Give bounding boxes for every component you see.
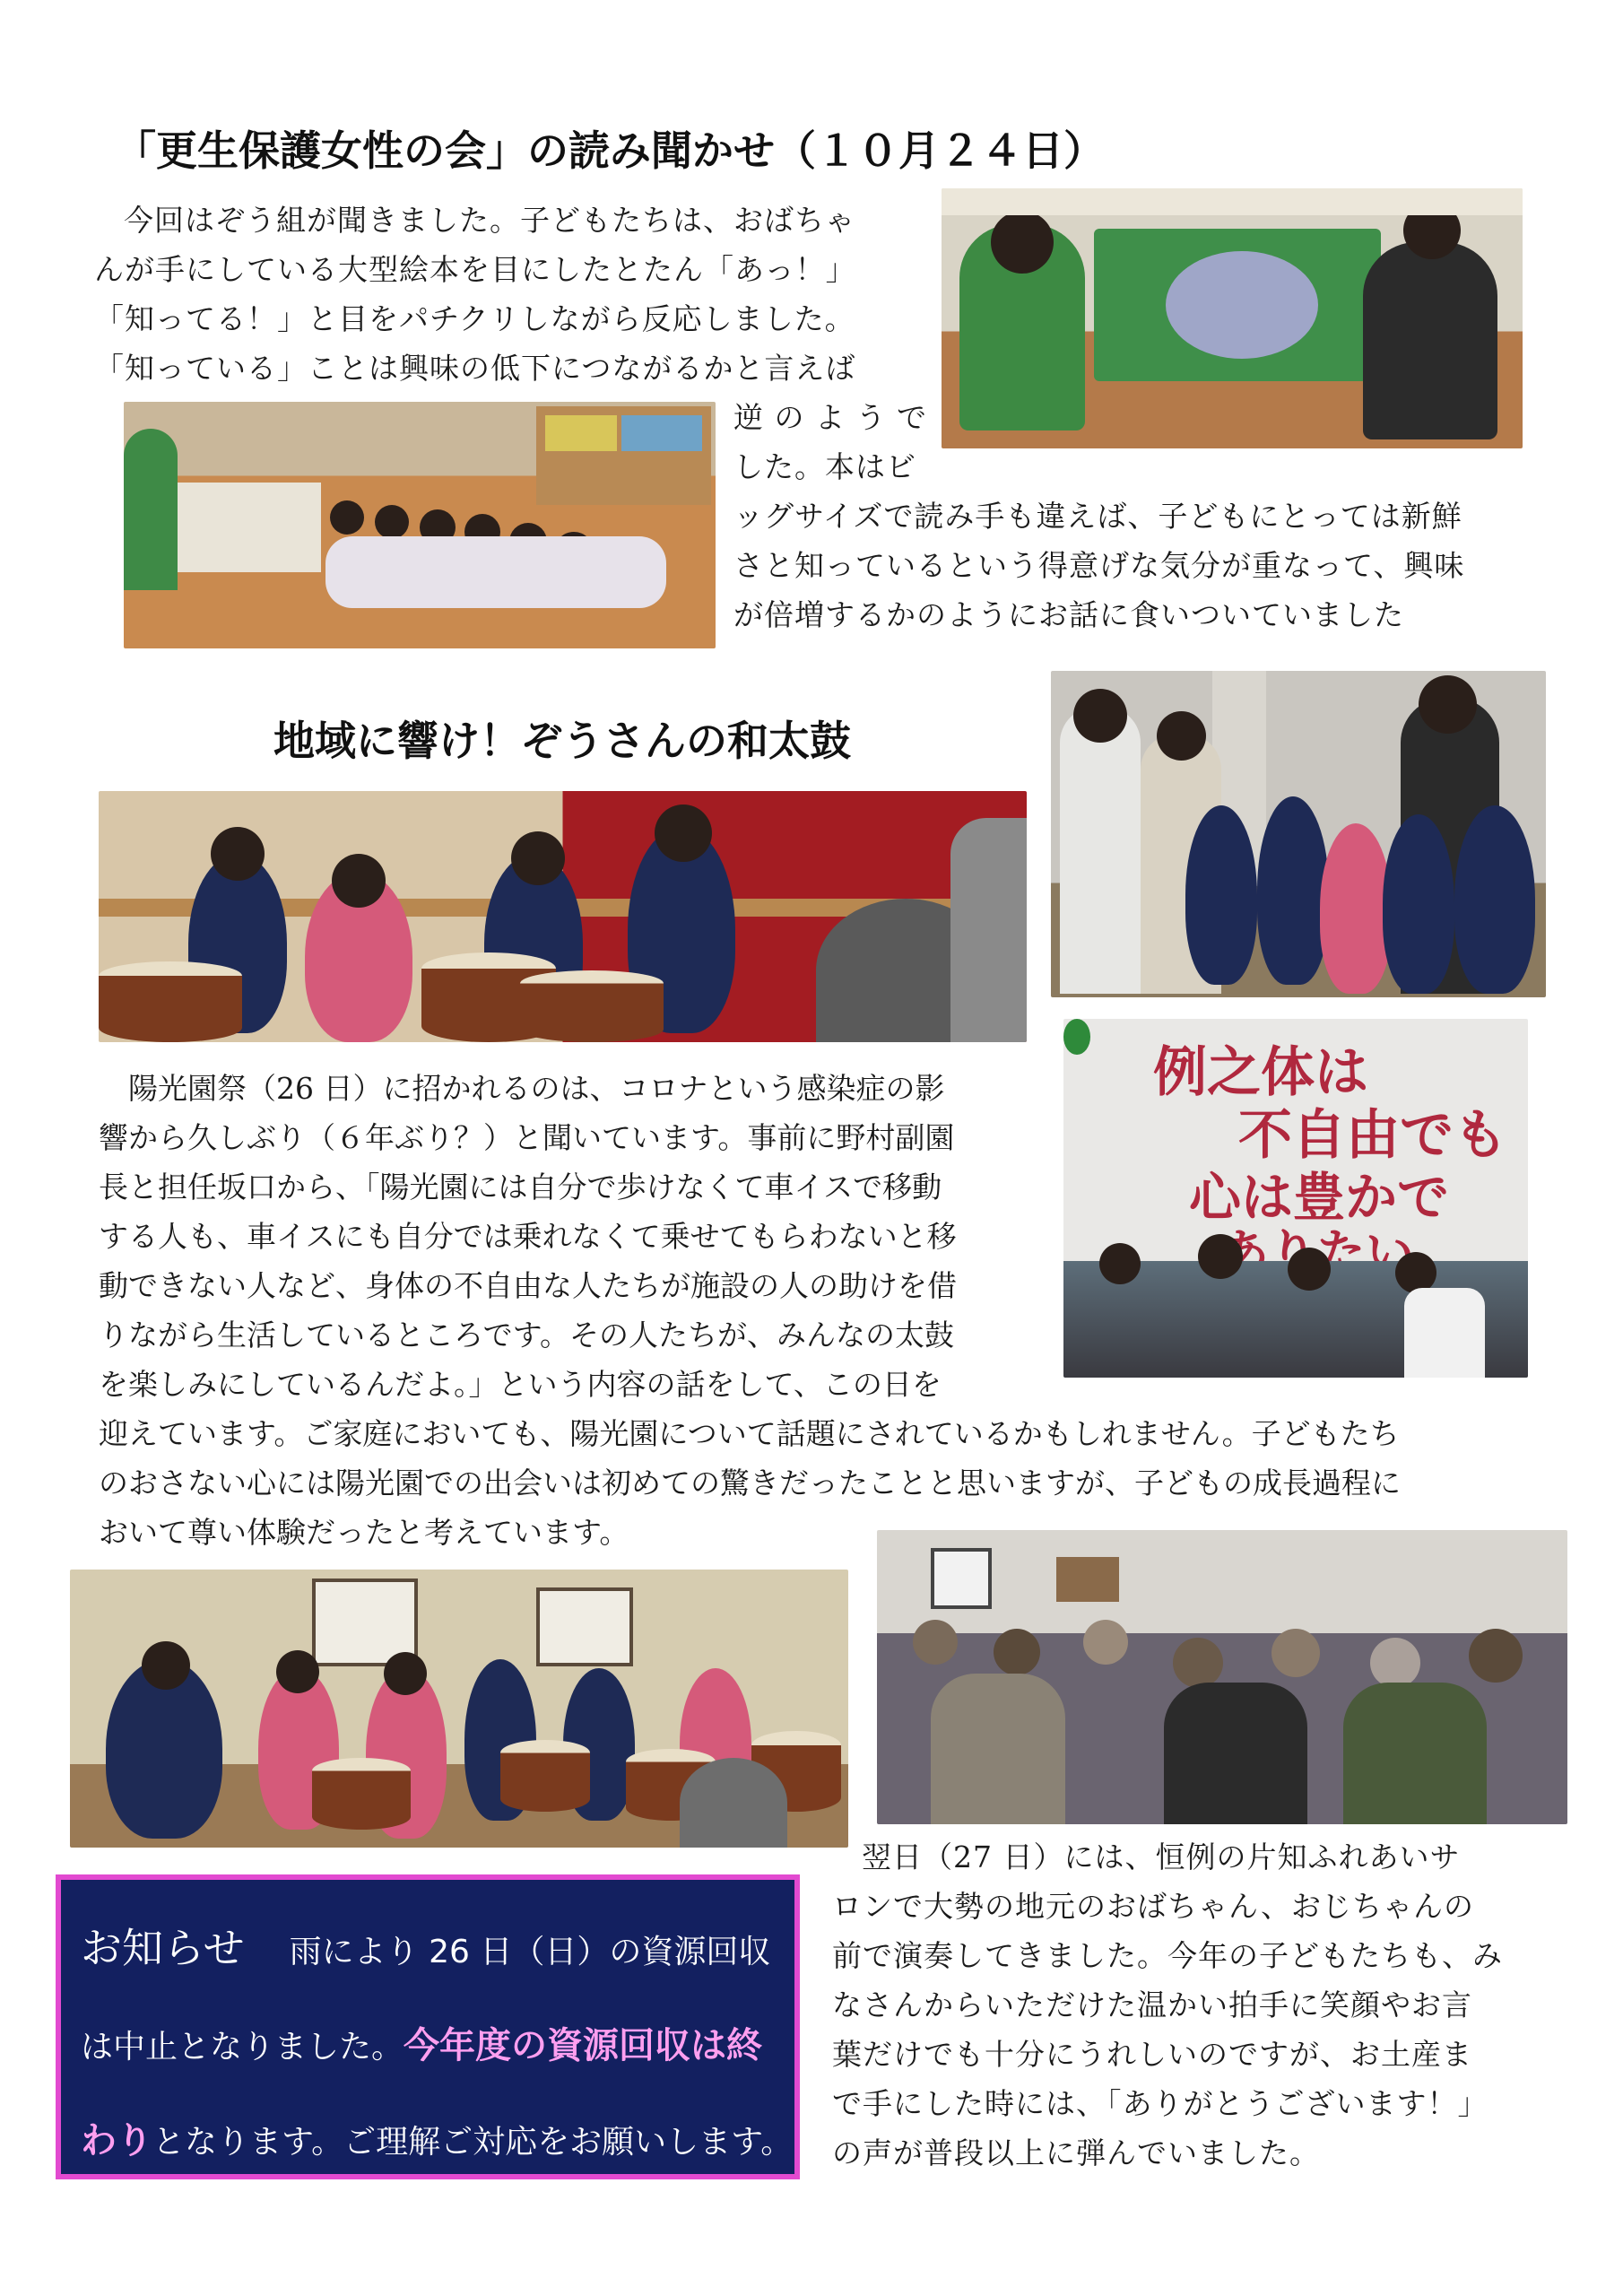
notice-text: 雨により 26 日（日）の資源回収 <box>289 1934 771 1970</box>
paragraph-line: 「知っている」ことは興味の低下につながるかと言えば <box>94 351 856 386</box>
notice-line-1 <box>81 1901 775 1999</box>
paragraph-line: なさんからいただけた温かい拍手に笑顔やお言 <box>832 1987 1472 2022</box>
paragraph-line: んが手にしている大型絵本を目にしたとたん「あっ！」 <box>94 252 856 287</box>
paragraph-line: 前で演奏してきました。今年の子どもたちも、み <box>832 1938 1503 1973</box>
paragraph-line: 「知ってる！」と目をパチクリしながら反応しました。 <box>94 301 855 336</box>
section2-title: 地域に響け！ぞうさんの和太鼓 <box>273 717 851 765</box>
salon-audience-photo <box>877 1530 1567 1824</box>
sign-line: 心は豊かで <box>1189 1167 1450 1228</box>
notice-highlight: 今年度の資源回収は終 <box>404 2025 763 2066</box>
notice-line-3 <box>81 2094 794 2189</box>
paragraph-line: ッグサイズで読み手も違えば、子どもにとっては新鮮 <box>733 499 1462 534</box>
paragraph-line: 逆 の よ う で <box>733 400 927 435</box>
section1-text-top <box>94 196 928 393</box>
kids-outside-photo <box>1051 671 1546 997</box>
paragraph-line: が倍増するかのようにお話に食いついていました <box>733 597 1404 632</box>
paragraph-line: おいて尊い体験だったと考えています。 <box>99 1515 629 1550</box>
paragraph-line: で手にした時には、「ありがとうございます！」 <box>832 2086 1488 2121</box>
sign-line: 不自由でも <box>1238 1104 1507 1167</box>
paragraph-line: 今回はぞう組が聞きました。子どもたちは、おばちゃ <box>124 203 855 238</box>
section1-text-wide <box>733 491 1541 639</box>
taiko-hall-photo <box>70 1570 848 1848</box>
notice-text: となります。ご理解ご対応をお願いします。 <box>152 2124 794 2161</box>
paragraph-line: 翌日（27 日）には、恒例の片知ふれあいサ <box>862 1839 1461 1874</box>
paragraph-line: さと知っているという得意げな気分が重なって、興味 <box>733 548 1465 583</box>
yokoen-sign-photo <box>1063 1019 1528 1378</box>
notice-highlight: わり <box>81 2120 152 2161</box>
paragraph-line: した。本はビ <box>733 449 916 484</box>
paragraph-line: 迎えています。ご家庭においても、陽光園について話題にされているかもしれません。子どもたち <box>99 1416 1400 1451</box>
storytelling-photo <box>942 188 1523 448</box>
notice-box <box>56 1874 800 2179</box>
notice-heading: お知らせ <box>81 1924 245 1972</box>
paragraph-line: 葉だけでも十分にうれしいのですが、お土産ま <box>832 2037 1472 2072</box>
section3-text <box>832 1832 1576 2178</box>
taiko-performance-photo <box>99 791 1027 1042</box>
paragraph-line: 陽光園祭（26 日）に招かれるのは、コロナという感染症の影 <box>128 1071 945 1106</box>
paragraph-line: 響から久しぶり（６年ぶり？）と聞いています。事前に野村副園 <box>99 1120 955 1155</box>
notice-line-2 <box>81 1999 775 2094</box>
children-listening-photo <box>124 402 716 648</box>
notice-text: は中止となりました。 <box>81 2029 404 2066</box>
paragraph-line: のおさない心には陽光園での出会いは初めての驚きだったことと思いますが、子どもの成長過程に <box>99 1465 1401 1500</box>
paragraph-line: を楽しみにしているんだよ。」という内容の話をして、この日を <box>99 1367 942 1402</box>
paragraph-line: 長と担任坂口から、「陽光園には自分で歩けなくて車イスで移動 <box>99 1170 942 1205</box>
section2-text-narrow <box>99 1064 1058 1409</box>
section1-title: 「更生保護女性の会」の読み聞かせ（１０月２４日） <box>115 126 1105 175</box>
section1-text-narrow <box>733 393 940 491</box>
paragraph-line: する人も、車イスにも自分では乗れなくて乗せてもらわないと移 <box>99 1219 957 1254</box>
sign-line: 例之体は <box>1153 1041 1368 1104</box>
paragraph-line: 動できない人など、身体の不自由な人たちが施設の人の助けを借 <box>99 1268 957 1303</box>
paragraph-line: の声が普段以上に弾んでいました。 <box>832 2135 1320 2170</box>
paragraph-line: ロンで大勢の地元のおばちゃん、おじちゃんの <box>832 1889 1474 1924</box>
paragraph-line: りながら生活しているところです。その人たちが、みんなの太鼓 <box>99 1318 955 1352</box>
